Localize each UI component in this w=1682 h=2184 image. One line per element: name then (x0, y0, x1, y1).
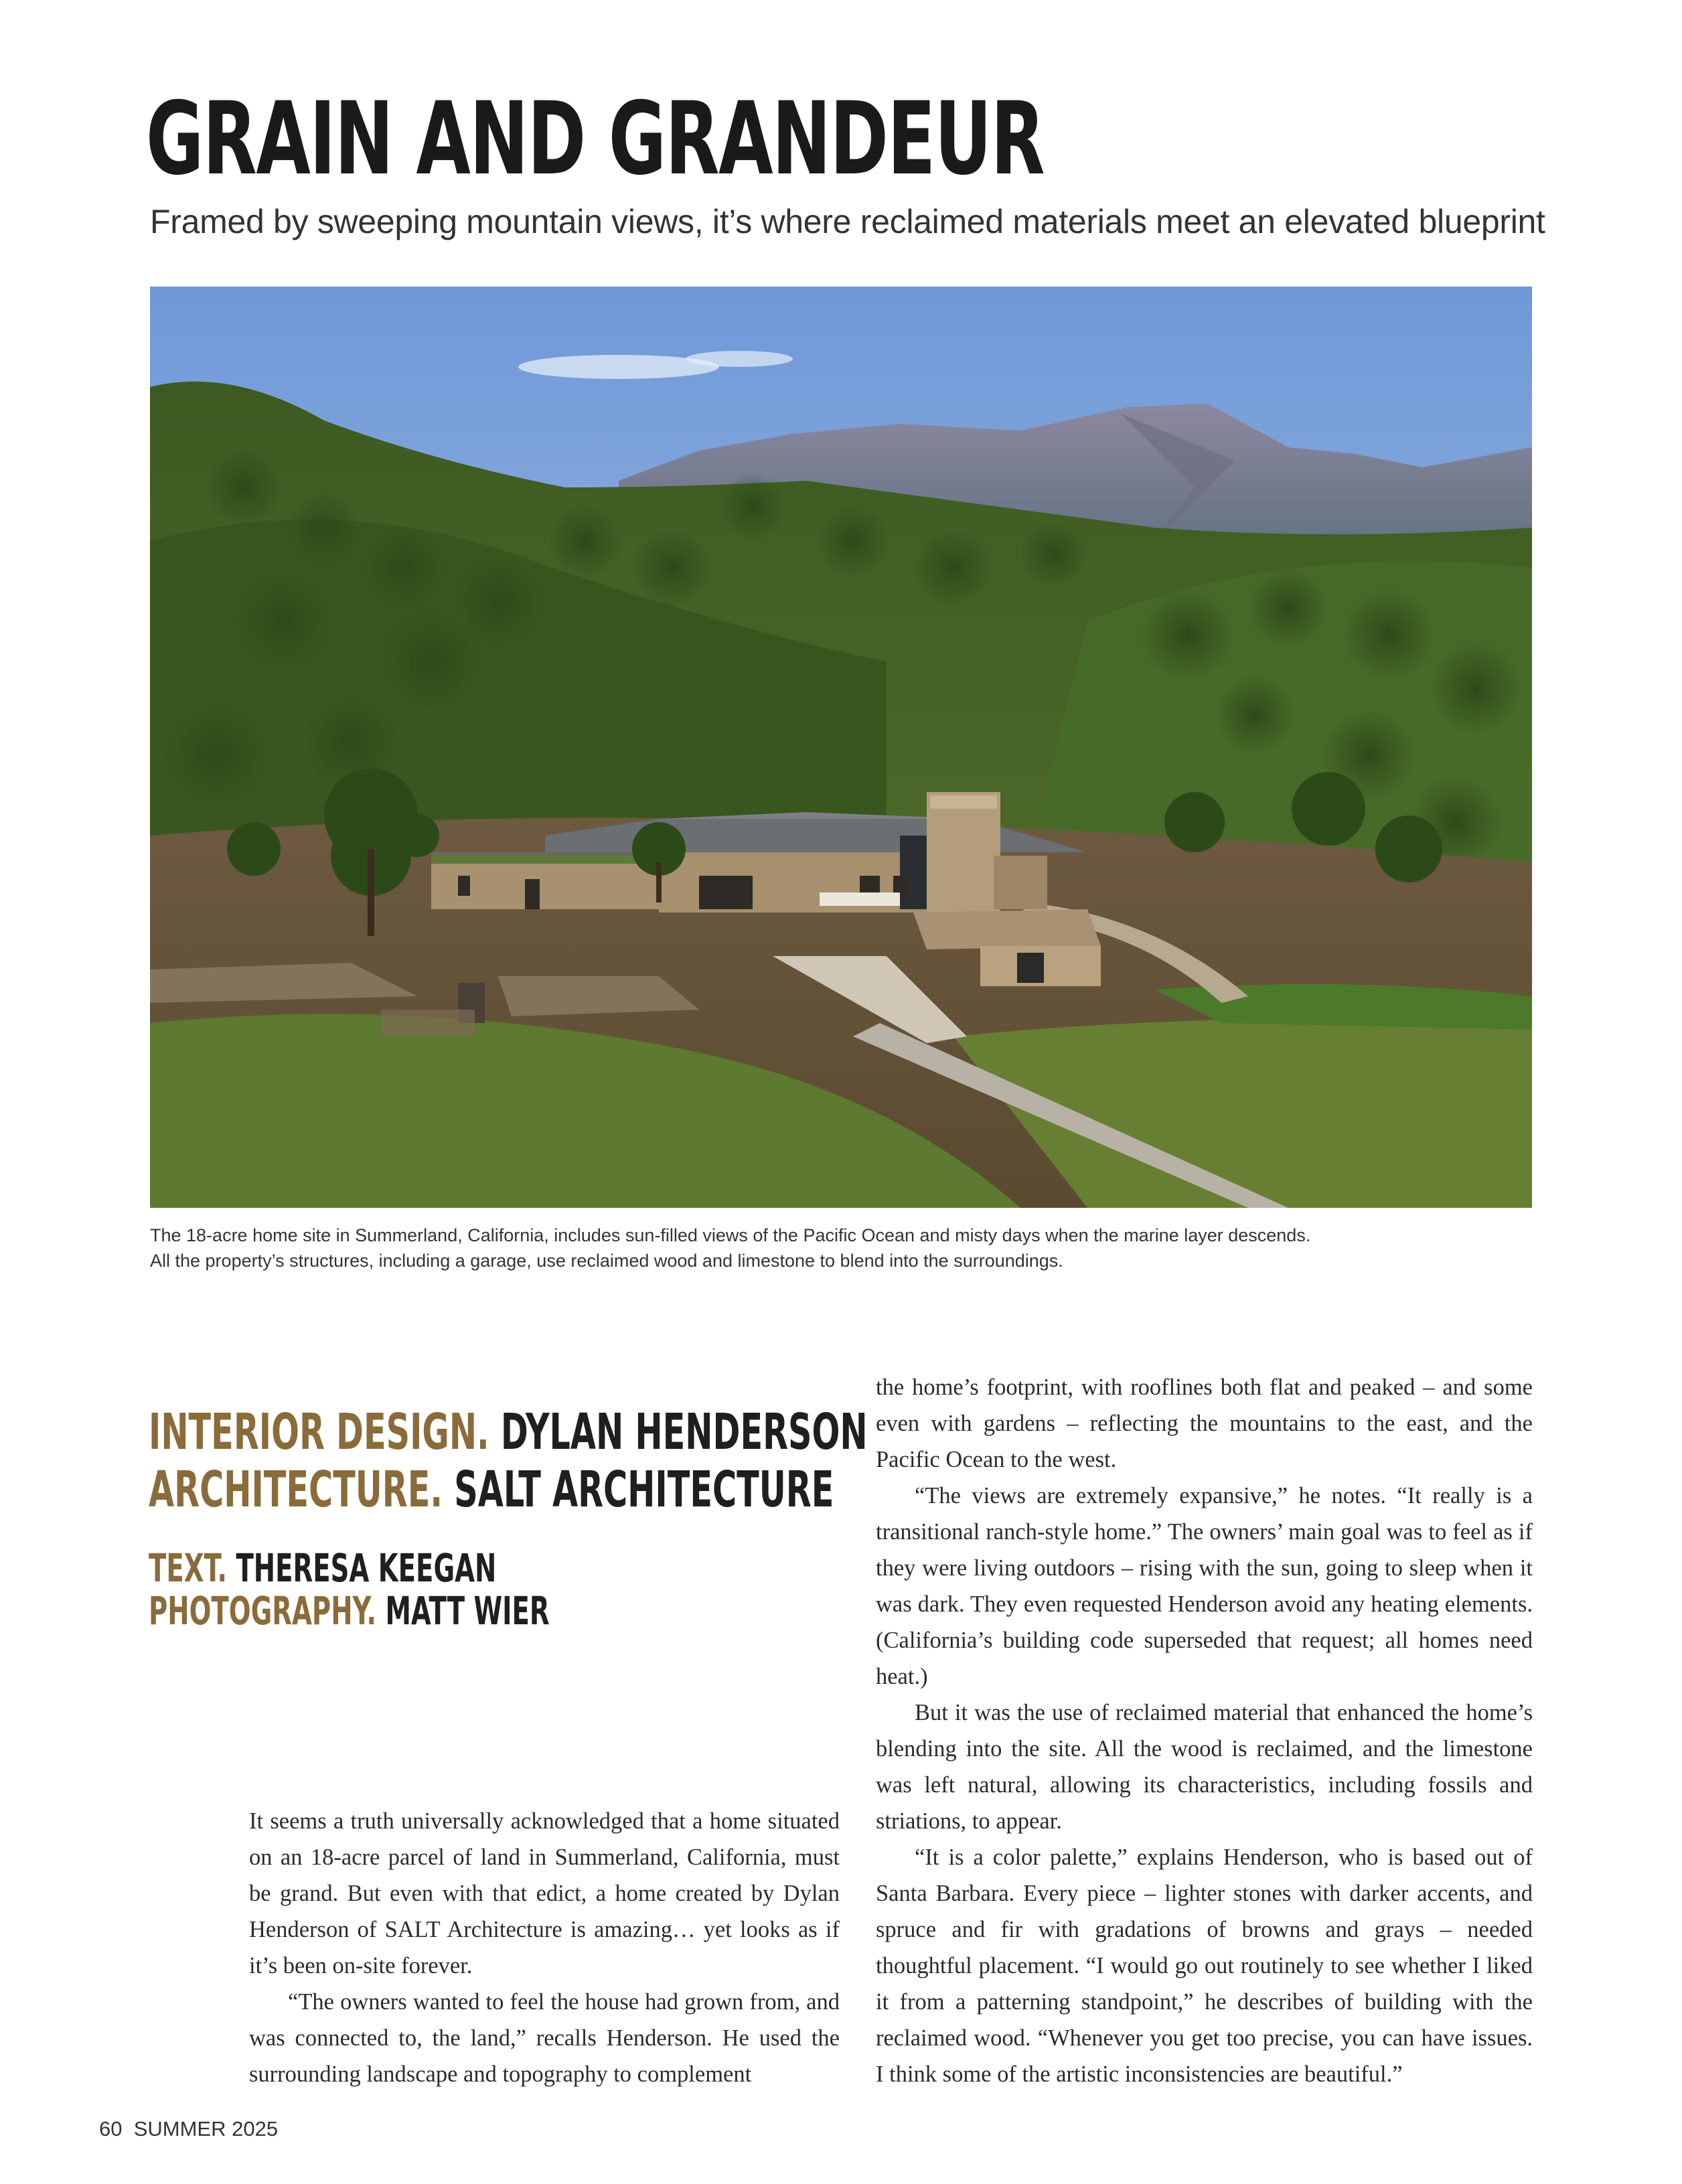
article-column-1 (249, 1803, 840, 2092)
credit-architecture (149, 1461, 834, 1518)
article-paragraph: the home’s footprint, with rooflines both flat and peaked – and some even with gardens – reflecting the mountains to the east, and the Pacific Ocean to the west. (876, 1375, 1533, 1472)
article-title: GRAIN AND GRANDEUR (146, 81, 1045, 198)
article-paragraph: It seems a truth universally acknowledged that a home situated on an 18-acre parcel of land in Summerland, California, must be grand. But even with that edict, a home created by Dylan Henderson of SALT Architecture is amazing… yet looks as if it’s been on-site forever. (249, 1808, 840, 1978)
credit-interior-design (149, 1403, 868, 1461)
article-column-2 (876, 1369, 1533, 2092)
hero-photo (150, 287, 1532, 1208)
article-paragraph: But it was the use of reclaimed material that enhanced the home’s blending into the site. All the wood is reclaimed, and the limestone was left natural, allowing its characteristics, including fossils and striations, to appear. (876, 1700, 1533, 1834)
page-footer (99, 2117, 278, 2141)
credit-value: THERESA KEEGAN (236, 1545, 497, 1591)
credit-label: TEXT. (149, 1545, 228, 1591)
credit-value: MATT WIER (385, 1588, 550, 1634)
credit-label: INTERIOR DESIGN. (149, 1403, 489, 1461)
caption-line: The 18-acre home site in Summerland, California, includes sun-filled views of the Pacific Ocean and misty days when the marine layer descends. (150, 1225, 1311, 1245)
issue-label: SUMMER 2025 (133, 2117, 279, 2140)
credit-label: PHOTOGRAPHY. (149, 1588, 377, 1634)
article-paragraph: “The views are extremely expansive,” he notes. “It really is a transitional ranch-style home.” The owners’ main goal was to feel as if they were living outdoors – rising with the sun, going to sleep when it was dark. They even requested Henderson avoid any heating elements. (California’s building code superseded that request; all homes need heat.) (876, 1483, 1533, 1689)
credit-label: ARCHITECTURE. (149, 1461, 443, 1518)
article-paragraph: “It is a color palette,” explains Henderson, who is based out of Santa Barbara. Every piece – lighter stones with darker accents, and spruce and fir with gradations of browns and grays – needed thoughtful placement. “I would go out routinely to see whether I liked it from a patterning standpoint,” he describes of building with the reclaimed wood. “Whenever you get too precise, you can have issues. I think some of the artistic inconsistencies are beautiful.” (876, 1845, 1533, 2087)
page-number: 60 (99, 2117, 123, 2140)
caption-line: All the property’s structures, including a garage, use reclaimed wood and limestone to blend into the surroundings. (150, 1251, 1063, 1271)
photo-caption (150, 1223, 1532, 1273)
credit-value: SALT ARCHITECTURE (454, 1461, 834, 1518)
credit-text (149, 1547, 496, 1589)
article-subtitle: Framed by sweeping mountain views, it’s where reclaimed materials meet an elevated blueprint (150, 203, 1545, 240)
article-paragraph: “The owners wanted to feel the house had grown from, and was connected to, the land,” recalls Henderson. He used the surrounding landscape and topography to complement (249, 1989, 840, 2087)
credit-photography (149, 1589, 550, 1632)
credit-value: DYLAN HENDERSON (500, 1403, 868, 1461)
